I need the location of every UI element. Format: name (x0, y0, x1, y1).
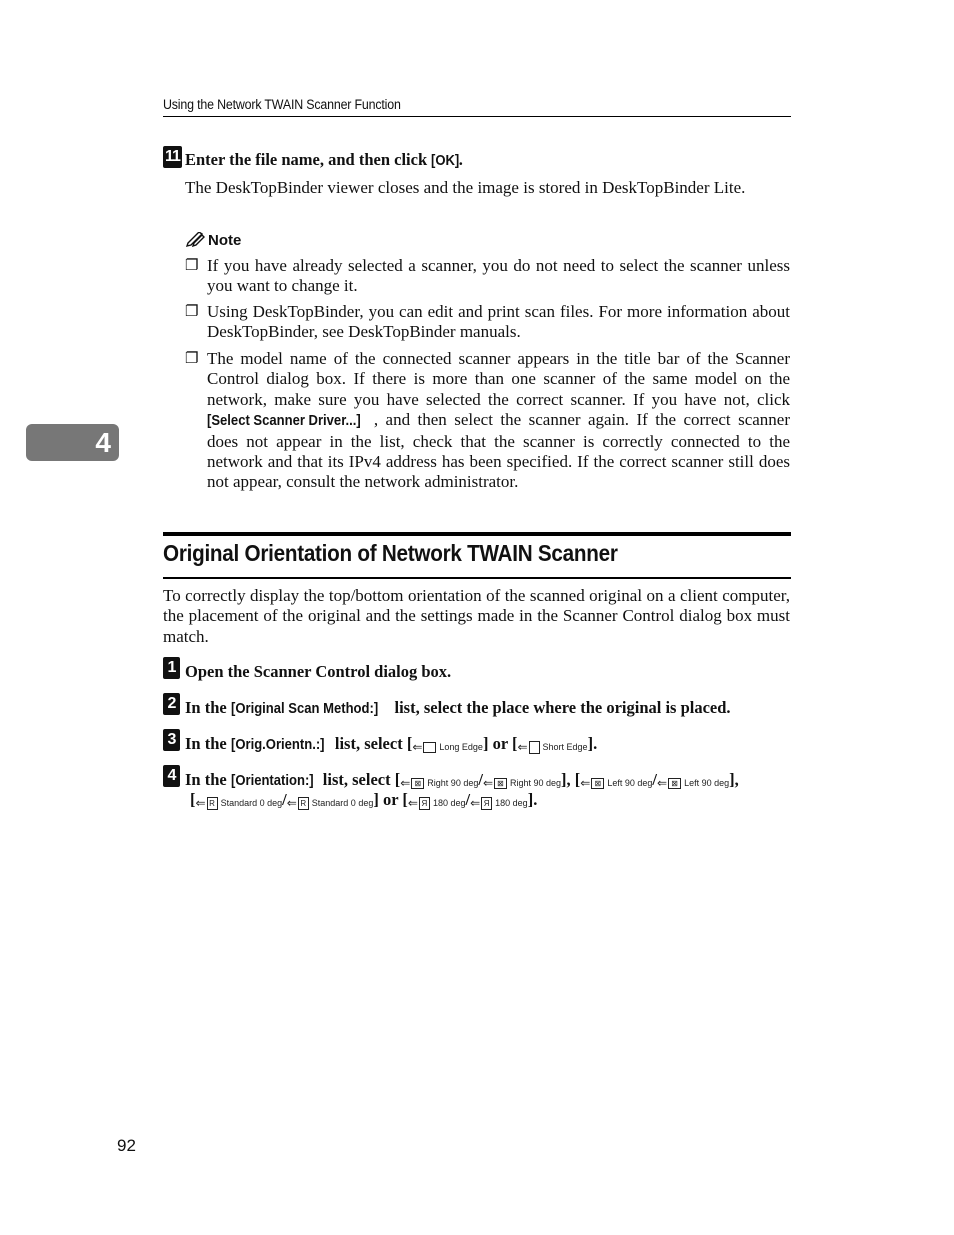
page-number: 92 (117, 1136, 136, 1155)
step-1-instruction: Open the Scanner Control dialog box. (185, 662, 452, 681)
step-number-3: 3 (163, 729, 180, 751)
note-item-3: The model name of the connected scanner appears in the title bar of the Scanner Control dialog box. If there is more than one scanner of the same model on the network, make sure you have selected the correct scanner. If you have not, click [Select Scanner Driver...] , and then select the scanner again. If the correct scanner does not appear in the list, check that the scanner is correctly connected to the network and that its IPv4 address has been specified. If the correct scanner still does not appear, consult the network administrator. (207, 349, 790, 492)
step-number-2: 2 (163, 693, 180, 715)
step-number-4: 4 (163, 765, 180, 787)
section-intro: To correctly display the top/bottom orientation of the scanned original on a client computer, the placement of the original and the settings made in the Scanner Control dialog box must match. (163, 586, 790, 646)
note-bullet-1: ❐ (185, 256, 199, 274)
original-scan-method-reference: [Original Scan Method:] (230, 701, 379, 717)
running-title: Using the Network TWAIN Scanner Function (163, 97, 401, 112)
right-90-portrait-icon: ⇐ ⊠ Right 90 deg (400, 776, 479, 790)
short-edge-icon: ⇐ Short Edge (517, 740, 588, 754)
section-title: Original Orientation of Network TWAIN Scanner (163, 540, 618, 566)
note-bullet-3: ❐ (185, 349, 199, 367)
left-90-landscape-icon: ⇐ ⊠ Left 90 deg (657, 776, 730, 790)
step-number-1: 1 (163, 657, 180, 679)
note-heading: Note (185, 232, 241, 249)
running-header (163, 96, 791, 117)
left-90-portrait-icon: ⇐ ⊠ Left 90 deg (580, 776, 653, 790)
note-bullet-2: ❐ (185, 302, 199, 320)
right-90-landscape-icon: ⇐ ⊠ Right 90 deg (482, 776, 562, 790)
step-4-instruction-line1: In the [Orientation:] list, select [ ⇐ ⊠ Right 90 deg / ⇐ ⊠ Right 90 deg ], [ ⇐ ⊠ Left 90 deg / ⇐ ⊠ Left 90 deg ], (185, 770, 739, 790)
ok-button-reference: [OK] (431, 153, 460, 169)
note-item-1: If you have already selected a scanner, you do not need to select the scanner unless you want to change it. (207, 256, 790, 296)
select-scanner-driver-reference: [Select Scanner Driver...] (207, 413, 361, 430)
long-edge-icon: ⇐ Long Edge (412, 740, 483, 754)
step-3-instruction: In the [Orig.Orientn.:] list, select [ ⇐ Long Edge ] or [ ⇐ Short Edge ]. (185, 734, 598, 754)
180-portrait-icon: ⇐ Я 180 deg (407, 796, 466, 810)
section-top-rule (163, 532, 791, 536)
180-landscape-icon: ⇐ Я 180 deg (470, 796, 528, 810)
orig-orientn-reference: [Orig.Orientn.:] (230, 737, 325, 753)
pencil-icon (185, 232, 205, 248)
chapter-tab: 4 (26, 424, 119, 461)
orientation-reference: [Orientation:] (230, 773, 314, 789)
step-number-11: 11 (163, 146, 182, 168)
step-2-instruction: In the [Original Scan Method:] list, select the place where the original is placed. (185, 698, 731, 717)
step-11-instruction: Enter the file name, and then click [OK]. (185, 150, 463, 169)
note-item-2: Using DeskTopBinder, you can edit and print scan files. For more information about DeskTopBinder, see DeskTopBinder manuals. (207, 302, 790, 342)
standard-0-landscape-icon: ⇐ R Standard 0 deg (286, 796, 374, 810)
step-4-instruction-line2: [ ⇐ R Standard 0 deg / ⇐ R Standard 0 deg ] or [ ⇐ Я 180 deg / ⇐ Я 180 deg ]. (190, 790, 538, 810)
step-11-body: The DeskTopBinder viewer closes and the image is stored in DeskTopBinder Lite. (185, 178, 746, 197)
section-bottom-rule (163, 577, 791, 579)
standard-0-portrait-icon: ⇐ R Standard 0 deg (195, 796, 283, 810)
